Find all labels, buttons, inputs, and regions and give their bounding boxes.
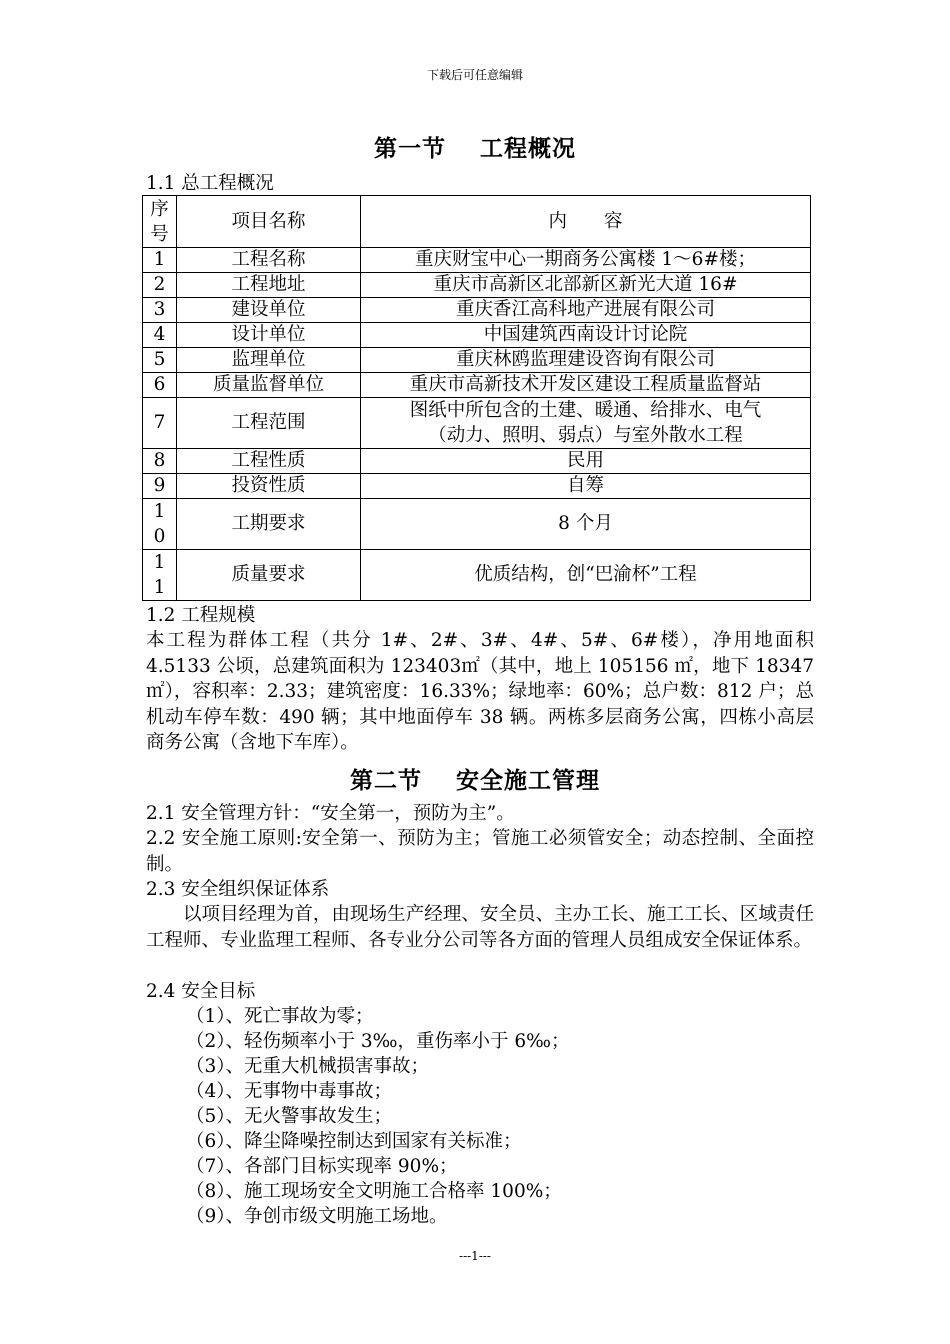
row-name: 质量监督单位 (177, 373, 361, 398)
goal-item: （8）、施工现场安全文明施工合格率 100%； (186, 1181, 562, 1202)
table-row (143, 474, 811, 499)
row-name: 质量要求 (177, 550, 361, 601)
row-content: 重庆香江高科地产进展有限公司 (361, 298, 811, 323)
table-row (143, 373, 811, 398)
section1-title-number: 第一节 (374, 135, 446, 162)
header-name: 项目名称 (177, 196, 361, 248)
header-note: 下载后可任意编辑 (426, 68, 523, 82)
header-num: 序 号 (143, 196, 177, 248)
goal-item: （3）、无重大机械损害事故； (186, 1056, 430, 1077)
row-content: 自筹 (361, 474, 811, 499)
goal-item: （2）、轻伤频率小于 3‰，重伤率小于 6‰； (186, 1031, 570, 1052)
row-num: 9 (143, 474, 177, 499)
row-name: 工程范围 (177, 398, 361, 449)
goal-item: （9）、争创市级文明施工场地。 (186, 1206, 448, 1227)
page-number: ---1--- (459, 1249, 491, 1263)
row-num: 1 1 (143, 550, 177, 601)
section2-title (0, 762, 950, 795)
row-content: 重庆林鸥监理建设咨询有限公司 (361, 348, 811, 373)
row-name: 工程地址 (177, 273, 361, 298)
row-num: 4 (143, 323, 177, 348)
row-content: 重庆市高新技术开发区建设工程质量监督站 (361, 373, 811, 398)
organization-paragraph: 以项目经理为首，由现场生产经理、安全员、主办工长、施工工长、区域责任工程师、专业监理工程师、各专业分公司等各方面的管理人员组成安全保证体系。 (146, 904, 814, 951)
section1-title-text: 工程概况 (480, 135, 576, 162)
table-row (143, 323, 811, 348)
table-row (143, 298, 811, 323)
row-name: 工程性质 (177, 449, 361, 474)
table-row (143, 550, 811, 601)
section2-title-number: 第二节 (350, 767, 422, 794)
principle-2-2: 2.2 安全施工原则:安全第一、预防为主；管施工必须管安全；动态控制、全面控制。 (146, 828, 814, 875)
table-row (143, 248, 811, 273)
section2-title-text: 安全施工管理 (456, 767, 600, 794)
goal-item: （4）、无事物中毒事故； (186, 1081, 393, 1102)
row-num: 3 (143, 298, 177, 323)
project-overview-table (142, 195, 811, 601)
table-header-row (143, 196, 811, 248)
row-content: 优质结构，创“巴渝杯”工程 (361, 550, 811, 601)
subheading-2-3: 2.3 安全组织保证体系 (146, 879, 330, 900)
scale-paragraph: 本工程为群体工程（共分 1#、2#、3#、4#、5#、6#楼），净用地面积 4.5133 公顷，总建筑面积为 123403㎡（其中，地上 105156 ㎡，地下 18347 ㎡），容积率：2.33；建筑密度：16.33%；绿地率：60%；总户数：812 户；总机动车停车数：490 辆；其中地面停车 38 辆。两栋多层商务公寓，四栋小高层商务公寓（含地下车库）。 (146, 630, 814, 753)
row-content: 民用 (361, 449, 811, 474)
row-name: 工程名称 (177, 248, 361, 273)
goal-item: （7）、各部门目标实现率 90%； (186, 1156, 458, 1177)
row-num: 5 (143, 348, 177, 373)
row-content: 图纸中所包含的土建、暖通、给排水、电气 （动力、照明、弱点）与室外散水工程 (361, 398, 811, 449)
row-name: 监理单位 (177, 348, 361, 373)
row-name: 建设单位 (177, 298, 361, 323)
row-content: 8 个月 (361, 499, 811, 550)
row-content: 重庆财宝中心一期商务公寓楼 1～6#楼； (361, 248, 811, 273)
header-content: 内 容 (361, 196, 811, 248)
row-num: 7 (143, 398, 177, 449)
goal-item: （5）、无火警事故发生； (186, 1106, 393, 1127)
goal-item: （6）、降尘降噪控制达到国家有关标准； (186, 1131, 522, 1152)
row-num: 2 (143, 273, 177, 298)
policy-2-1: 2.1 安全管理方针：“安全第一，预防为主”。 (146, 803, 515, 824)
subheading-1-2: 1.2 工程规模 (146, 605, 256, 626)
row-name: 投资性质 (177, 474, 361, 499)
row-num: 8 (143, 449, 177, 474)
goal-item: （1）、死亡事故为零； (186, 1006, 374, 1027)
subheading-2-4: 2.4 安全目标 (146, 981, 256, 1002)
row-num: 1 (143, 248, 177, 273)
table-row (143, 348, 811, 373)
row-name: 工期要求 (177, 499, 361, 550)
table-row (143, 273, 811, 298)
table-row (143, 398, 811, 449)
table-row (143, 499, 811, 550)
row-num: 1 0 (143, 499, 177, 550)
section1-title (0, 130, 950, 163)
row-name: 设计单位 (177, 323, 361, 348)
table-row (143, 449, 811, 474)
subheading-1-1: 1.1 总工程概况 (146, 173, 274, 194)
row-content: 重庆市高新区北部新区新光大道 16# (361, 273, 811, 298)
row-content: 中国建筑西南设计讨论院 (361, 323, 811, 348)
row-num: 6 (143, 373, 177, 398)
